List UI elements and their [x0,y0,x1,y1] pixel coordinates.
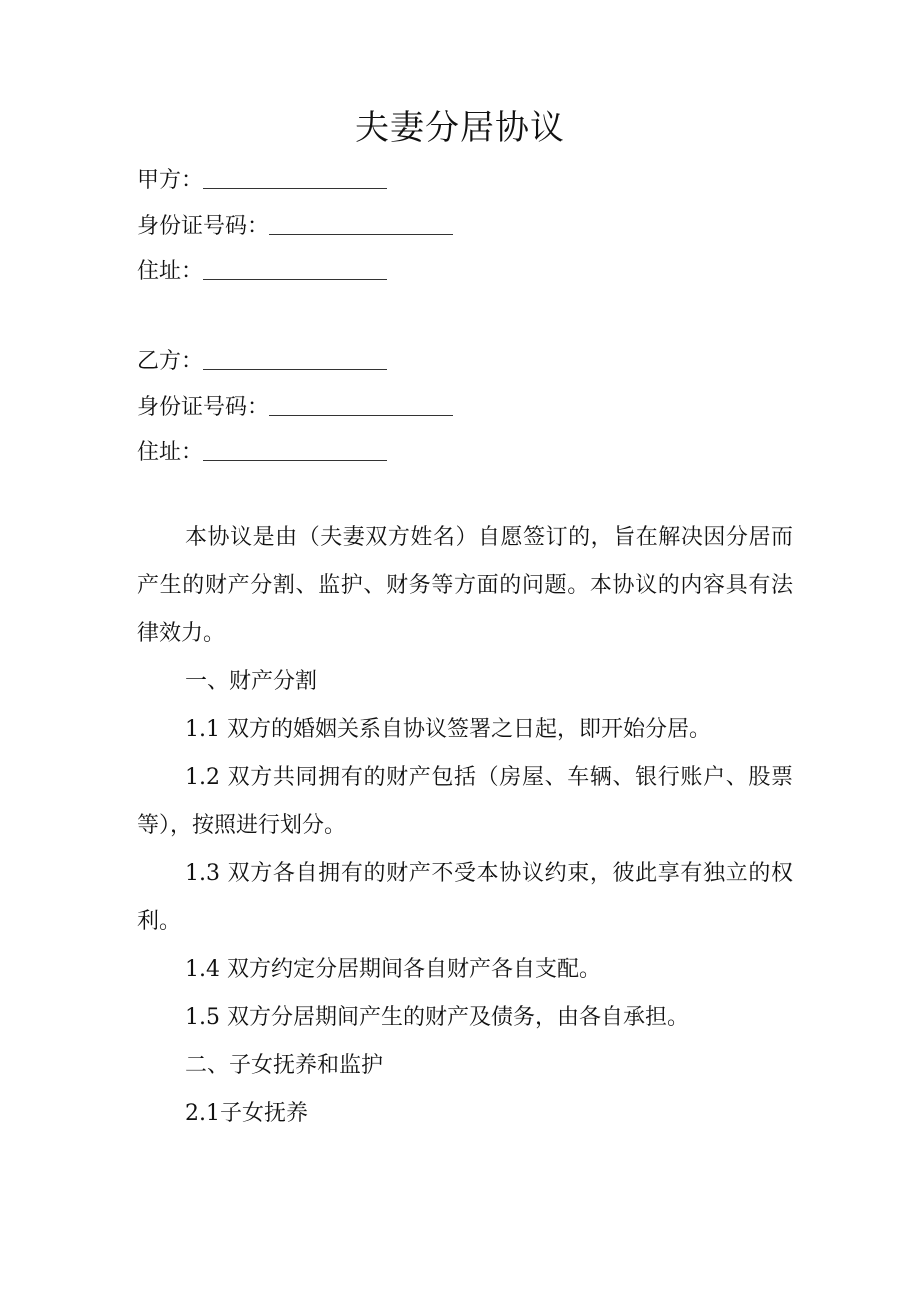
party-b-address-blank[interactable] [203,440,387,461]
section-heading-children: 二、子女抚养和监护 [185,1053,384,1078]
party-b-label: 乙方： [137,349,204,374]
party-b-address-line [137,438,387,468]
party-b-id-label: 身份证号码： [137,395,270,420]
intro-paragraph: 本协议是由（夫妻双方姓名）自愿签订的，旨在解决因分居而产生的财产分割、监护、财务等方面的问题。本协议的内容具有法律效力。 [137,525,793,646]
clause-1-2: 1.2 双方共同拥有的财产包括（房屋、车辆、银行账户、股票等），按照进行划分。 [137,765,793,838]
party-a-id-label: 身份证号码： [137,214,270,239]
party-b-name-line [137,347,387,377]
party-a-name-line [137,166,387,196]
section-heading-property: 一、财产分割 [185,669,318,694]
party-a-address-blank[interactable] [203,259,387,280]
party-a-address-line [137,257,387,287]
party-a-address-label: 住址： [137,259,204,284]
clause-1-1: 1.1 双方的婚姻关系自协议签署之日起，即开始分居。 [185,717,711,742]
party-a-id-blank[interactable] [269,214,453,235]
party-b-id-line [137,393,453,423]
clause-1-5: 1.5 双方分居期间产生的财产及债务，由各自承担。 [185,1005,689,1030]
party-a-id-line [137,212,453,242]
clause-list [137,658,793,1138]
party-b-address-label: 住址： [137,440,204,465]
document-title: 夫妻分居协议 [355,108,565,148]
party-b-name-blank[interactable] [203,349,387,370]
party-a-label: 甲方： [137,168,204,193]
party-b-id-blank[interactable] [269,395,453,416]
clause-2-1: 2.1子女抚养 [185,1101,308,1126]
clause-1-4: 1.4 双方约定分居期间各自财产各自支配。 [185,957,601,982]
clause-1-3: 1.3 双方各自拥有的财产不受本协议约束，彼此享有独立的权利。 [137,861,793,934]
party-a-name-blank[interactable] [203,168,387,189]
